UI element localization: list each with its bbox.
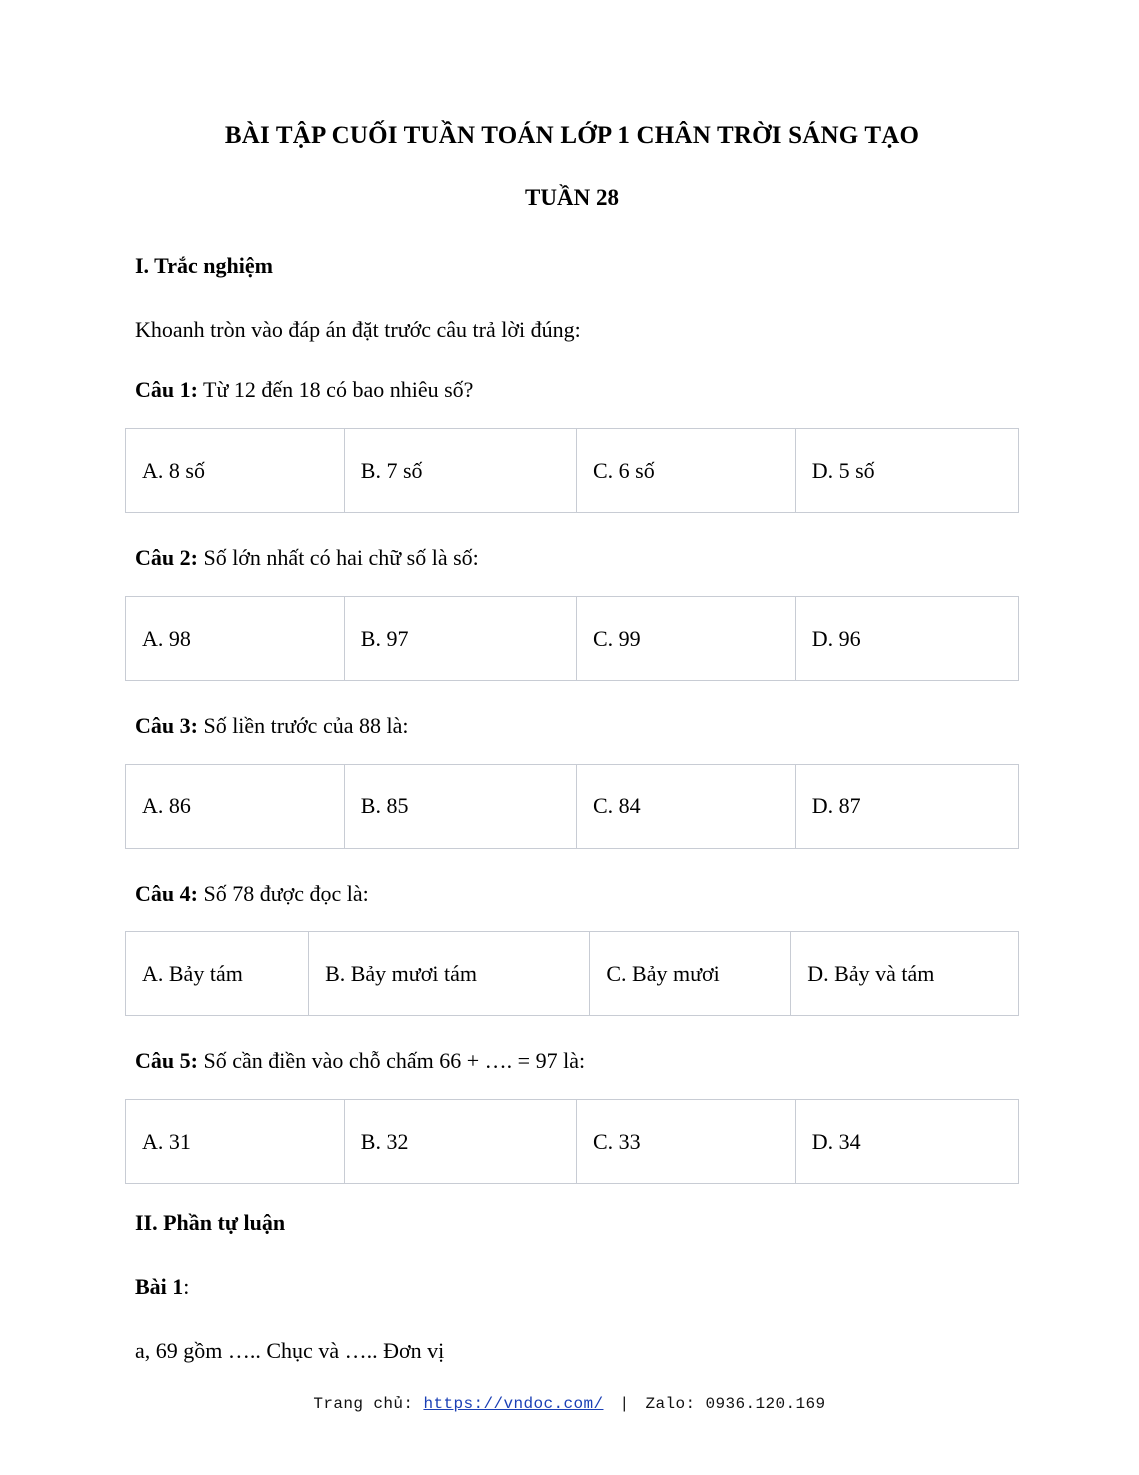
table-row bbox=[126, 932, 1019, 1016]
question-4-text: Số 78 được đọc là: bbox=[197, 880, 369, 906]
question-5-label: Câu 5: bbox=[135, 1048, 198, 1074]
option-b[interactable]: B. 85 bbox=[344, 764, 576, 848]
footer-contact: Zalo: 0936.120.169 bbox=[645, 1395, 826, 1413]
question-3-options-table bbox=[125, 764, 1019, 849]
option-c[interactable]: C. 33 bbox=[576, 1100, 795, 1184]
option-c[interactable]: C. Bảy mươi bbox=[590, 932, 791, 1016]
exercise-1-line-a: a, 69 gồm ….. Chục và ….. Đơn vị bbox=[135, 1338, 445, 1364]
page-title: BÀI TẬP CUỐI TUẦN TOÁN LỚP 1 CHÂN TRỜI SÁNG TẠO bbox=[224, 122, 920, 149]
option-b[interactable]: B. 97 bbox=[344, 596, 576, 680]
option-a[interactable]: A. 31 bbox=[126, 1100, 345, 1184]
option-a[interactable]: A. 8 số bbox=[126, 429, 345, 513]
page-footer bbox=[0, 1395, 1139, 1413]
option-b[interactable]: B. Bảy mươi tám bbox=[309, 932, 590, 1016]
footer-link[interactable]: https://vndoc.com/ bbox=[423, 1395, 604, 1413]
exercise-1-title: Bài 1 bbox=[135, 1274, 184, 1300]
option-c[interactable]: C. 6 số bbox=[576, 429, 795, 513]
table-row bbox=[126, 1100, 1019, 1184]
question-2 bbox=[135, 543, 1019, 574]
question-5-text: Số cần điền vào chỗ chấm 66 + …. = 97 là: bbox=[197, 1048, 586, 1074]
table-row bbox=[126, 764, 1019, 848]
question-3 bbox=[135, 711, 1019, 742]
option-d[interactable]: D. Bảy và tám bbox=[791, 932, 1019, 1016]
option-d[interactable]: D. 5 số bbox=[795, 429, 1018, 513]
question-3-label: Câu 3: bbox=[135, 712, 198, 738]
option-b[interactable]: B. 7 số bbox=[344, 429, 576, 513]
question-2-options-table bbox=[125, 596, 1019, 681]
page-subtitle: TUẦN 28 bbox=[525, 184, 619, 210]
option-d[interactable]: D. 34 bbox=[795, 1100, 1018, 1184]
footer-separator: | bbox=[619, 1395, 630, 1413]
exercise-1-suffix: : bbox=[183, 1274, 190, 1300]
question-4-label: Câu 4: bbox=[135, 880, 198, 906]
question-2-label: Câu 2: bbox=[135, 545, 198, 571]
table-row bbox=[126, 596, 1019, 680]
option-d[interactable]: D. 96 bbox=[795, 596, 1018, 680]
option-d[interactable]: D. 87 bbox=[795, 764, 1018, 848]
question-5-options-table bbox=[125, 1099, 1019, 1184]
option-a[interactable]: A. 98 bbox=[126, 596, 345, 680]
section-heading-multiple-choice: I. Trắc nghiệm bbox=[135, 252, 273, 278]
option-c[interactable]: C. 84 bbox=[576, 764, 795, 848]
question-4 bbox=[135, 879, 1019, 910]
option-a[interactable]: A. 86 bbox=[126, 764, 345, 848]
question-1-label: Câu 1: bbox=[135, 377, 198, 403]
option-a[interactable]: A. Bảy tám bbox=[126, 932, 309, 1016]
question-1 bbox=[135, 375, 1019, 406]
exercise-1-label bbox=[135, 1274, 1019, 1300]
question-5 bbox=[135, 1046, 1019, 1077]
question-1-options-table bbox=[125, 428, 1019, 513]
question-3-text: Số liền trước của 88 là: bbox=[197, 712, 409, 738]
table-row bbox=[126, 429, 1019, 513]
footer-prefix: Trang chủ: bbox=[313, 1395, 414, 1413]
option-c[interactable]: C. 99 bbox=[576, 596, 795, 680]
section-heading-essay: II. Phần tự luận bbox=[135, 1210, 286, 1236]
question-4-options-table bbox=[125, 931, 1019, 1016]
option-b[interactable]: B. 32 bbox=[344, 1100, 576, 1184]
question-1-text: Từ 12 đến 18 có bao nhiêu số? bbox=[197, 377, 474, 403]
question-2-text: Số lớn nhất có hai chữ số là số: bbox=[197, 545, 479, 571]
instruction-text: Khoanh tròn vào đáp án đặt trước câu trả lời đúng: bbox=[135, 316, 581, 342]
